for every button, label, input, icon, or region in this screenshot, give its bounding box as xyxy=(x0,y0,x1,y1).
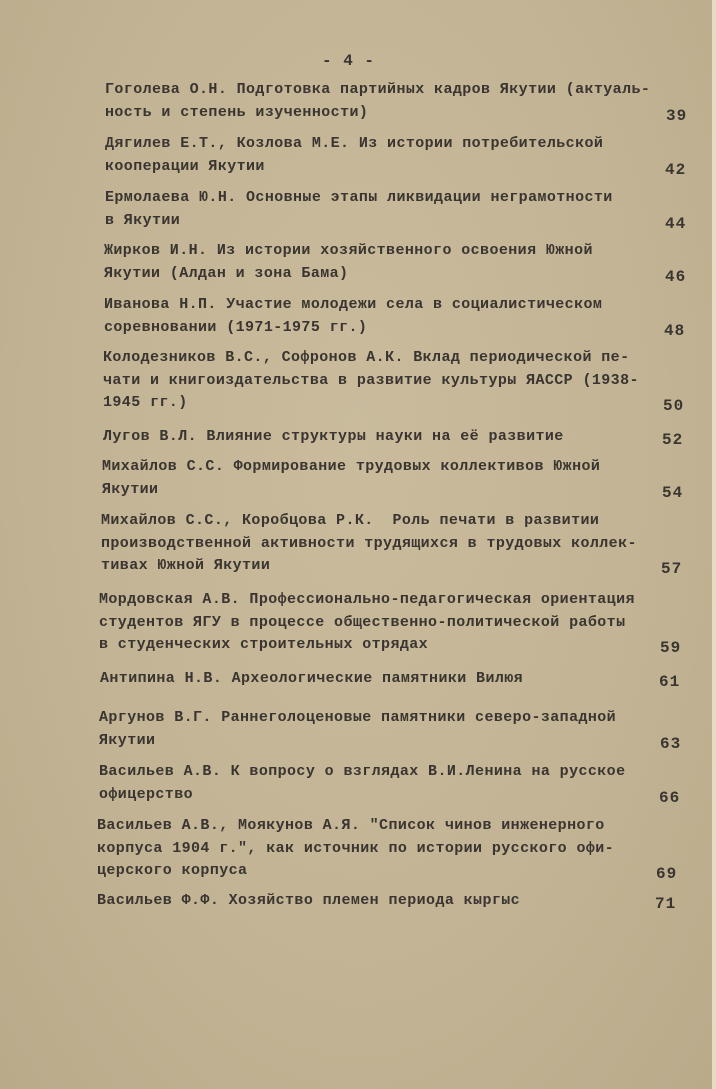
toc-entry-text-line: производственной активности трудящихся в трудовых коллек- xyxy=(101,534,637,552)
toc-entry-text-line: Дягилев Е.Т., Козлова М.Е. Из истории потребительской xyxy=(105,135,604,152)
toc-entry-text-line: офицерство xyxy=(99,785,194,803)
toc-entry xyxy=(105,133,657,178)
toc-entry-page-number: 61 xyxy=(659,673,681,691)
toc-entry-text-line: соревновании (1971-1975 гг.) xyxy=(104,318,368,336)
page-number: - 4 - xyxy=(322,52,376,70)
toc-entry-text-line: Антипина Н.В. Археологические памятники Вилюя xyxy=(100,670,524,687)
page-edge xyxy=(712,0,716,1089)
toc-entry-text-line: Якутии (Алдан и зона Бама) xyxy=(104,264,349,282)
toc-entry xyxy=(103,426,655,449)
toc-entry-text-line: Васильев Ф.Ф. Хозяйство племен периода кыргыс xyxy=(97,892,521,909)
toc-entry-page-number: 66 xyxy=(659,788,681,807)
toc-entry-page-number: 46 xyxy=(665,267,687,286)
toc-entry-text-line: Жирков И.Н. Из истории хозяйственного освоения Южной xyxy=(104,242,593,259)
toc-entry-text-line: в студенческих строительных отрядах xyxy=(99,636,429,653)
toc-entry-text-line: Гоголева О.Н. Подготовка партийных кадров Якутии (актуаль- xyxy=(105,81,651,98)
toc-entry-page-number: 54 xyxy=(662,483,684,502)
toc-entry-text-line: Якутии xyxy=(102,480,159,498)
toc-entry-text-line: ность и степень изученности) xyxy=(105,103,369,121)
toc-entry-text-line: Иванова Н.П. Участие молодежи села в социалистическом xyxy=(104,296,603,313)
toc-entry xyxy=(101,510,653,578)
toc-entry-page-number: 50 xyxy=(663,397,685,415)
toc-entry-page-number: 39 xyxy=(666,106,688,125)
toc-entry-text-line: студентов ЯГУ в процессе общественно-политической работы xyxy=(99,613,626,631)
toc-entry-page-number: 44 xyxy=(665,214,687,233)
toc-entry-text-line: Лугов В.Л. Влияние структуры науки на её развитие xyxy=(103,428,564,445)
toc-entry-text-line: Ермолаева Ю.Н. Основные этапы ликвидации неграмотности xyxy=(105,189,613,206)
toc-entry-text-line: Мордовская А.В. Профессионально-педагогическая ориентация xyxy=(99,591,635,608)
toc-entry-page-number: 42 xyxy=(665,160,687,179)
toc-entry xyxy=(99,707,651,752)
toc-entry xyxy=(97,890,649,913)
toc-entry-page-number: 48 xyxy=(664,321,686,340)
toc-entry-text-line: корпуса 1904 г.", как источник по истории русского офи- xyxy=(97,839,615,857)
toc-entry-page-number: 69 xyxy=(656,865,678,883)
toc-entry-text-line: тивах Южной Якутии xyxy=(101,557,271,574)
toc-entry xyxy=(100,668,652,691)
toc-entry-text-line: Аргунов В.Г. Раннеголоценовые памятники северо-западной xyxy=(99,709,617,726)
toc-entry-page-number: 52 xyxy=(662,431,684,449)
toc-entry xyxy=(105,79,657,124)
toc-entry-page-number: 59 xyxy=(660,639,682,657)
toc-entry-text-line: Михайлов С.С., Коробцова Р.К. Роль печати в развитии xyxy=(101,512,600,529)
toc-entry-text-line: в Якутии xyxy=(105,211,181,229)
toc-entry-page-number: 71 xyxy=(655,895,677,913)
toc-entry-text-line: кооперации Якутии xyxy=(105,157,265,175)
toc-entry xyxy=(104,294,656,339)
toc-entry-text-line: Васильев А.В., Моякунов А.Я. "Список чинов инженерного xyxy=(97,817,605,834)
toc-entry xyxy=(99,589,651,657)
toc-entry-text-line: 1945 гг.) xyxy=(103,394,188,411)
toc-entry xyxy=(105,187,657,232)
toc-entry-text-line: Михайлов С.С. Формирование трудовых коллективов Южной xyxy=(102,458,601,475)
toc-entry xyxy=(104,240,656,285)
toc-entry-page-number: 63 xyxy=(660,734,682,753)
toc-entry-text-line: чати и книгоиздательства в развитие культуры ЯАССР (1938- xyxy=(103,371,639,389)
toc-entry xyxy=(97,815,649,883)
toc-entry xyxy=(102,456,654,501)
toc-entry-text-line: Якутии xyxy=(99,731,156,749)
toc-entry xyxy=(99,761,651,806)
toc-entry-text-line: Васильев А.В. К вопросу о взглядах В.И.Ленина на русское xyxy=(99,763,626,780)
toc-entry-page-number: 57 xyxy=(661,560,683,578)
toc-entry xyxy=(103,347,655,415)
toc-entry-text-line: Колодезников В.С., Софронов А.К. Вклад периодической пе- xyxy=(103,349,630,366)
toc-entry-text-line: церского корпуса xyxy=(97,862,248,879)
